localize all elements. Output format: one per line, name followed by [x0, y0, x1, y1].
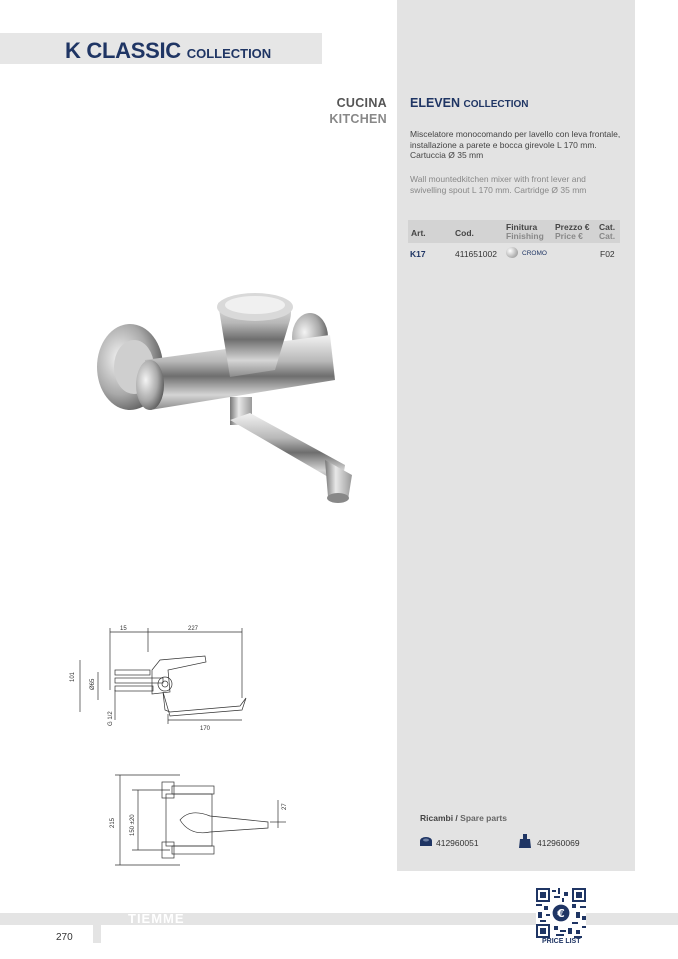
- dim-15: 15: [120, 626, 127, 632]
- aerator-icon: [518, 834, 532, 850]
- category-italian: CUCINA: [336, 96, 387, 110]
- footer-brand: TIEMME: [128, 911, 185, 926]
- footer-t-shape: [85, 913, 109, 945]
- collection-word: COLLECTION: [186, 46, 272, 61]
- spare-parts-title: [420, 813, 507, 823]
- spare-parts-title-en: Spare parts: [460, 813, 507, 823]
- dim-g12: G 1/2: [108, 711, 114, 726]
- faucet-product-image: [90, 285, 360, 515]
- cartridge-icon: [419, 835, 433, 849]
- description-italian: Miscelatore monocomando per lavello con leva frontale, installazione a parete e bocca girevole L 170 mm. Cartuccia Ø 35 mm: [410, 129, 621, 160]
- row-cod: 411651002: [455, 249, 497, 259]
- svg-text:€: €: [557, 907, 565, 921]
- col-finish-it: Finitura: [506, 222, 538, 232]
- technical-drawing-side: [60, 620, 260, 740]
- chrome-swatch-icon: [506, 247, 518, 258]
- series-name: ELEVEN: [410, 96, 461, 110]
- col-price-it: Prezzo €: [555, 222, 590, 232]
- col-cat: [599, 223, 615, 241]
- col-price-en: Price €: [555, 231, 583, 241]
- dim-215: 215: [110, 817, 116, 828]
- col-cat-en: Cat.: [599, 231, 616, 241]
- dim-101: 101: [70, 671, 76, 682]
- col-price: [555, 223, 590, 241]
- series-title: [410, 96, 529, 110]
- spare-parts-title-it: Ricambi /: [420, 813, 458, 823]
- price-list-label: PRICE LIST: [542, 938, 581, 945]
- page-title: [65, 38, 271, 64]
- row-cat: F02: [600, 249, 615, 259]
- collection-name: K CLASSIC: [65, 38, 181, 63]
- row-finish: CROMO: [522, 250, 547, 257]
- dim-27: 27: [282, 803, 288, 810]
- category-english: KITCHEN: [329, 112, 387, 126]
- series-word: COLLECTION: [463, 99, 529, 110]
- dim-65: Ø65: [90, 678, 96, 690]
- dim-227: 227: [188, 626, 199, 632]
- qr-code-icon[interactable]: [536, 888, 586, 938]
- spare-code-2: 412960069: [537, 838, 580, 848]
- col-cod: Cod.: [455, 228, 474, 238]
- technical-drawing-front: [100, 770, 300, 875]
- page-number: 270: [56, 932, 73, 943]
- col-cat-it: Cat.: [599, 222, 616, 232]
- row-art: K17: [410, 249, 426, 259]
- col-finish: [506, 223, 544, 241]
- dim-150: 150 ±20: [130, 814, 136, 836]
- col-art: Art.: [411, 228, 426, 238]
- col-finish-en: Finishing: [506, 231, 544, 241]
- description-english: Wall mountedkitchen mixer with front lever and swivelling spout L 170 mm. Cartridge Ø 35 mm: [410, 174, 587, 195]
- dim-170: 170: [200, 726, 211, 732]
- spare-code-1: 412960051: [436, 838, 479, 848]
